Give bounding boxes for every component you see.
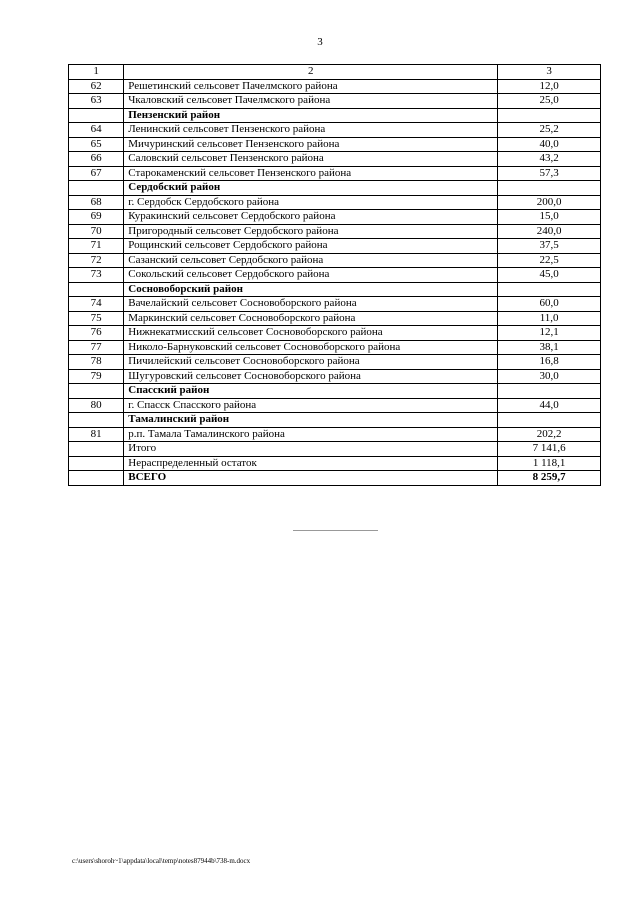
row-number-cell bbox=[69, 471, 124, 486]
table-row bbox=[69, 311, 601, 326]
amount-cell: 240,0 bbox=[498, 224, 601, 239]
row-number-cell: 81 bbox=[69, 427, 124, 442]
district-name-cell: Спасский район bbox=[124, 384, 498, 399]
amount-cell: 200,0 bbox=[498, 195, 601, 210]
row-number-cell: 75 bbox=[69, 311, 124, 326]
section-header-row bbox=[69, 181, 601, 196]
row-number-cell: 68 bbox=[69, 195, 124, 210]
table-row bbox=[69, 369, 601, 384]
row-number-cell: 74 bbox=[69, 297, 124, 312]
municipality-name-cell: Старокаменский сельсовет Пензенского района bbox=[124, 166, 498, 181]
municipality-name-cell: Сокольский сельсовет Сердобского района bbox=[124, 268, 498, 283]
amount-cell: 11,0 bbox=[498, 311, 601, 326]
municipality-name-cell: Шугуровский сельсовет Сосновоборского района bbox=[124, 369, 498, 384]
amount-cell: 16,8 bbox=[498, 355, 601, 370]
municipality-name-cell: г. Сердобск Сердобского района bbox=[124, 195, 498, 210]
end-separator-line bbox=[293, 530, 378, 531]
table-row bbox=[69, 79, 601, 94]
row-number-cell: 76 bbox=[69, 326, 124, 341]
district-name-cell: Тамалинский район bbox=[124, 413, 498, 428]
municipality-name-cell: Итого bbox=[124, 442, 498, 457]
amount-cell: 202,2 bbox=[498, 427, 601, 442]
table-body bbox=[69, 65, 601, 486]
amount-cell bbox=[498, 108, 601, 123]
municipality-name-cell: Рощинский сельсовет Сердобского района bbox=[124, 239, 498, 254]
header-col-1: 1 bbox=[69, 65, 124, 80]
table-row bbox=[69, 210, 601, 225]
municipality-name-cell: Куракинский сельсовет Сердобского района bbox=[124, 210, 498, 225]
row-number-cell: 64 bbox=[69, 123, 124, 138]
table-row bbox=[69, 427, 601, 442]
amount-cell: 25,0 bbox=[498, 94, 601, 109]
amount-cell bbox=[498, 181, 601, 196]
section-header-row bbox=[69, 282, 601, 297]
municipality-name-cell: Пичилейский сельсовет Сосновоборского района bbox=[124, 355, 498, 370]
amount-cell: 12,0 bbox=[498, 79, 601, 94]
section-header-row bbox=[69, 384, 601, 399]
amount-cell: 60,0 bbox=[498, 297, 601, 312]
municipality-name-cell: Решетинский сельсовет Пачелмского района bbox=[124, 79, 498, 94]
municipality-name-cell: Маркинский сельсовет Сосновоборского района bbox=[124, 311, 498, 326]
municipality-name-cell: ВСЕГО bbox=[124, 471, 498, 486]
amount-cell: 22,5 bbox=[498, 253, 601, 268]
row-number-cell bbox=[69, 413, 124, 428]
page-number: 3 bbox=[317, 36, 323, 48]
amount-cell: 7 141,6 bbox=[498, 442, 601, 457]
row-number-cell bbox=[69, 282, 124, 297]
amount-cell: 8 259,7 bbox=[498, 471, 601, 486]
row-number-cell: 65 bbox=[69, 137, 124, 152]
table-row bbox=[69, 355, 601, 370]
header-col-2: 2 bbox=[124, 65, 498, 80]
table-row bbox=[69, 239, 601, 254]
municipality-name-cell: Вачелайский сельсовет Сосновоборского района bbox=[124, 297, 498, 312]
amount-cell bbox=[498, 413, 601, 428]
table-row bbox=[69, 253, 601, 268]
municipality-name-cell: Пригородный сельсовет Сердобского района bbox=[124, 224, 498, 239]
row-number-cell: 67 bbox=[69, 166, 124, 181]
row-number-cell: 72 bbox=[69, 253, 124, 268]
file-path-footer: c:\users\shoroh~1\appdata\local\temp\notes87944b\738-m.docx bbox=[72, 857, 251, 865]
row-number-cell: 62 bbox=[69, 79, 124, 94]
header-col-3: 3 bbox=[498, 65, 601, 80]
municipality-name-cell: Ленинский сельсовет Пензенского района bbox=[124, 123, 498, 138]
amount-cell: 45,0 bbox=[498, 268, 601, 283]
table-row bbox=[69, 268, 601, 283]
table-row bbox=[69, 166, 601, 181]
row-number-cell bbox=[69, 181, 124, 196]
section-header-row bbox=[69, 108, 601, 123]
municipality-name-cell: Николо-Барнуковский сельсовет Сосновоборского района bbox=[124, 340, 498, 355]
table-row bbox=[69, 152, 601, 167]
row-number-cell: 66 bbox=[69, 152, 124, 167]
amount-cell: 1 118,1 bbox=[498, 456, 601, 471]
amount-cell: 30,0 bbox=[498, 369, 601, 384]
municipality-name-cell: Чкаловский сельсовет Пачелмского района bbox=[124, 94, 498, 109]
table-header-row bbox=[69, 65, 601, 80]
row-number-cell: 78 bbox=[69, 355, 124, 370]
amount-cell: 25,2 bbox=[498, 123, 601, 138]
amount-cell: 43,2 bbox=[498, 152, 601, 167]
table-row bbox=[69, 94, 601, 109]
municipality-name-cell: Мичуринский сельсовет Пензенского района bbox=[124, 137, 498, 152]
table-row bbox=[69, 340, 601, 355]
amount-cell: 37,5 bbox=[498, 239, 601, 254]
amount-cell: 40,0 bbox=[498, 137, 601, 152]
amount-cell bbox=[498, 384, 601, 399]
row-number-cell: 63 bbox=[69, 94, 124, 109]
row-number-cell: 73 bbox=[69, 268, 124, 283]
amount-cell: 38,1 bbox=[498, 340, 601, 355]
row-number-cell bbox=[69, 108, 124, 123]
district-name-cell: Пензенский район bbox=[124, 108, 498, 123]
municipality-name-cell: Нижнекатмисский сельсовет Сосновоборского района bbox=[124, 326, 498, 341]
table-row bbox=[69, 297, 601, 312]
amount-cell: 15,0 bbox=[498, 210, 601, 225]
row-number-cell bbox=[69, 456, 124, 471]
table-row bbox=[69, 398, 601, 413]
municipality-name-cell: г. Спасск Спасского района bbox=[124, 398, 498, 413]
municipality-name-cell: р.п. Тамала Тамалинского района bbox=[124, 427, 498, 442]
table-row bbox=[69, 326, 601, 341]
table-row bbox=[69, 137, 601, 152]
allocation-table bbox=[68, 64, 601, 486]
table-row bbox=[69, 224, 601, 239]
table-row bbox=[69, 456, 601, 471]
table-row bbox=[69, 195, 601, 210]
total-row bbox=[69, 471, 601, 486]
row-number-cell: 70 bbox=[69, 224, 124, 239]
row-number-cell: 69 bbox=[69, 210, 124, 225]
row-number-cell bbox=[69, 442, 124, 457]
amount-cell bbox=[498, 282, 601, 297]
district-name-cell: Сердобский район bbox=[124, 181, 498, 196]
amount-cell: 57,3 bbox=[498, 166, 601, 181]
municipality-name-cell: Нераспределенный остаток bbox=[124, 456, 498, 471]
section-header-row bbox=[69, 413, 601, 428]
row-number-cell: 79 bbox=[69, 369, 124, 384]
row-number-cell: 80 bbox=[69, 398, 124, 413]
table-row bbox=[69, 442, 601, 457]
row-number-cell: 77 bbox=[69, 340, 124, 355]
amount-cell: 44,0 bbox=[498, 398, 601, 413]
amount-cell: 12,1 bbox=[498, 326, 601, 341]
row-number-cell bbox=[69, 384, 124, 399]
table-row bbox=[69, 123, 601, 138]
district-name-cell: Сосновоборский район bbox=[124, 282, 498, 297]
municipality-name-cell: Сазанский сельсовет Сердобского района bbox=[124, 253, 498, 268]
row-number-cell: 71 bbox=[69, 239, 124, 254]
municipality-name-cell: Саловский сельсовет Пензенского района bbox=[124, 152, 498, 167]
